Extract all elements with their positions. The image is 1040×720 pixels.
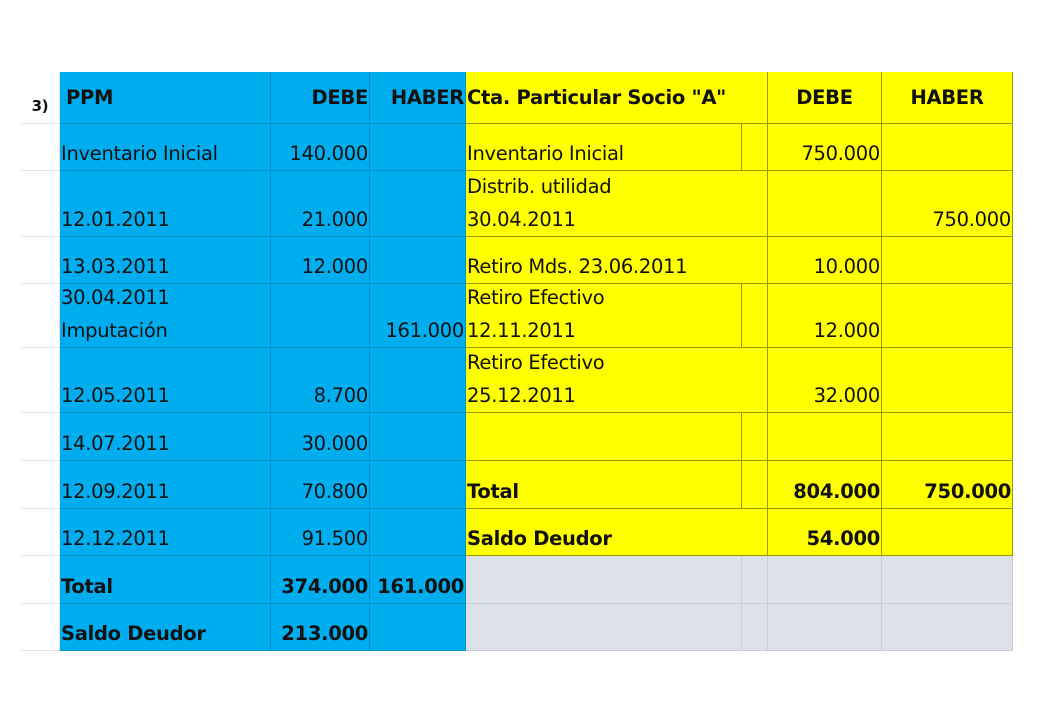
ppm-row-debe: 30.000 — [271, 413, 370, 461]
socio-row-haber — [882, 413, 1013, 461]
socio-saldo-label: Saldo Deudor — [466, 509, 768, 556]
socio-title: Cta. Particular Socio "A" — [466, 72, 768, 124]
ppm-total-haber: 161.000 — [370, 556, 466, 604]
ppm-row-label: 12.05.2011 — [60, 348, 271, 413]
socio-row-label: Retiro Efectivo 25.12.2011 — [466, 348, 768, 413]
empty-cell — [466, 604, 742, 651]
socio-row-debe: 750.000 — [768, 124, 882, 171]
ppm-row-debe: 8.700 — [271, 348, 370, 413]
ppm-row-haber — [370, 124, 466, 171]
empty-cell — [768, 604, 882, 651]
ppm-row-haber — [370, 237, 466, 284]
socio-total-haber: 750.000 — [882, 461, 1013, 509]
socio-row-label: Retiro Efectivo 12.11.2011 — [466, 284, 742, 348]
empty-cell — [466, 556, 742, 604]
socio-total-debe: 804.000 — [768, 461, 882, 509]
ppm-title: PPM — [60, 72, 271, 124]
ppm-saldo-haber — [370, 604, 466, 651]
empty-cell — [742, 604, 768, 651]
ppm-haber-header: HABER — [370, 72, 466, 124]
socio-row-label: Distrib. utilidad 30.04.2011 — [466, 171, 768, 237]
ppm-total-debe: 374.000 — [271, 556, 370, 604]
socio-row-haber — [882, 348, 1013, 413]
ppm-row-debe: 70.800 — [271, 461, 370, 509]
socio-row-label: Retiro Mds. 23.06.2011 — [466, 237, 768, 284]
ppm-row-debe — [271, 284, 370, 348]
ppm-row-label: 14.07.2011 — [60, 413, 271, 461]
socio-row-haber — [882, 284, 1013, 348]
empty-cell — [742, 556, 768, 604]
socio-debe-header: DEBE — [768, 72, 882, 124]
socio-row-haber — [882, 237, 1013, 284]
ppm-row-debe: 140.000 — [271, 124, 370, 171]
ledger-table — [21, 72, 1013, 651]
ppm-total-label: Total — [60, 556, 271, 604]
ppm-row-label: 12.12.2011 — [60, 509, 271, 556]
ppm-row-haber — [370, 348, 466, 413]
section-number: 3) — [21, 72, 60, 124]
socio-row-debe — [768, 171, 882, 237]
ppm-row-haber — [370, 413, 466, 461]
socio-total-label: Total — [466, 461, 742, 509]
ppm-row-label: 12.09.2011 — [60, 461, 271, 509]
ppm-saldo-label: Saldo Deudor — [60, 604, 271, 651]
socio-row-label — [466, 413, 742, 461]
socio-saldo-debe: 54.000 — [768, 509, 882, 556]
ppm-row-haber: 161.000 — [370, 284, 466, 348]
empty-cell — [882, 604, 1013, 651]
socio-row-label: Inventario Inicial — [466, 124, 742, 171]
socio-row-debe: 10.000 — [768, 237, 882, 284]
socio-row-debe — [768, 413, 882, 461]
ppm-row-label: 13.03.2011 — [60, 237, 271, 284]
ppm-saldo-debe: 213.000 — [271, 604, 370, 651]
ppm-row-debe: 91.500 — [271, 509, 370, 556]
empty-cell — [768, 556, 882, 604]
socio-row-haber: 750.000 — [882, 171, 1013, 237]
ppm-row-label: 30.04.2011 Imputación — [60, 284, 271, 348]
ppm-row-label: 12.01.2011 — [60, 171, 271, 237]
ppm-row-debe: 21.000 — [271, 171, 370, 237]
socio-row-debe: 12.000 — [768, 284, 882, 348]
socio-row-debe: 32.000 — [768, 348, 882, 413]
ppm-debe-header: DEBE — [271, 72, 370, 124]
ppm-row-haber — [370, 171, 466, 237]
ppm-row-label: Inventario Inicial — [60, 124, 271, 171]
empty-cell — [882, 556, 1013, 604]
ppm-row-haber — [370, 509, 466, 556]
ppm-row-debe: 12.000 — [271, 237, 370, 284]
ppm-row-haber — [370, 461, 466, 509]
socio-row-haber — [882, 124, 1013, 171]
socio-haber-header: HABER — [882, 72, 1013, 124]
socio-saldo-haber — [882, 509, 1013, 556]
